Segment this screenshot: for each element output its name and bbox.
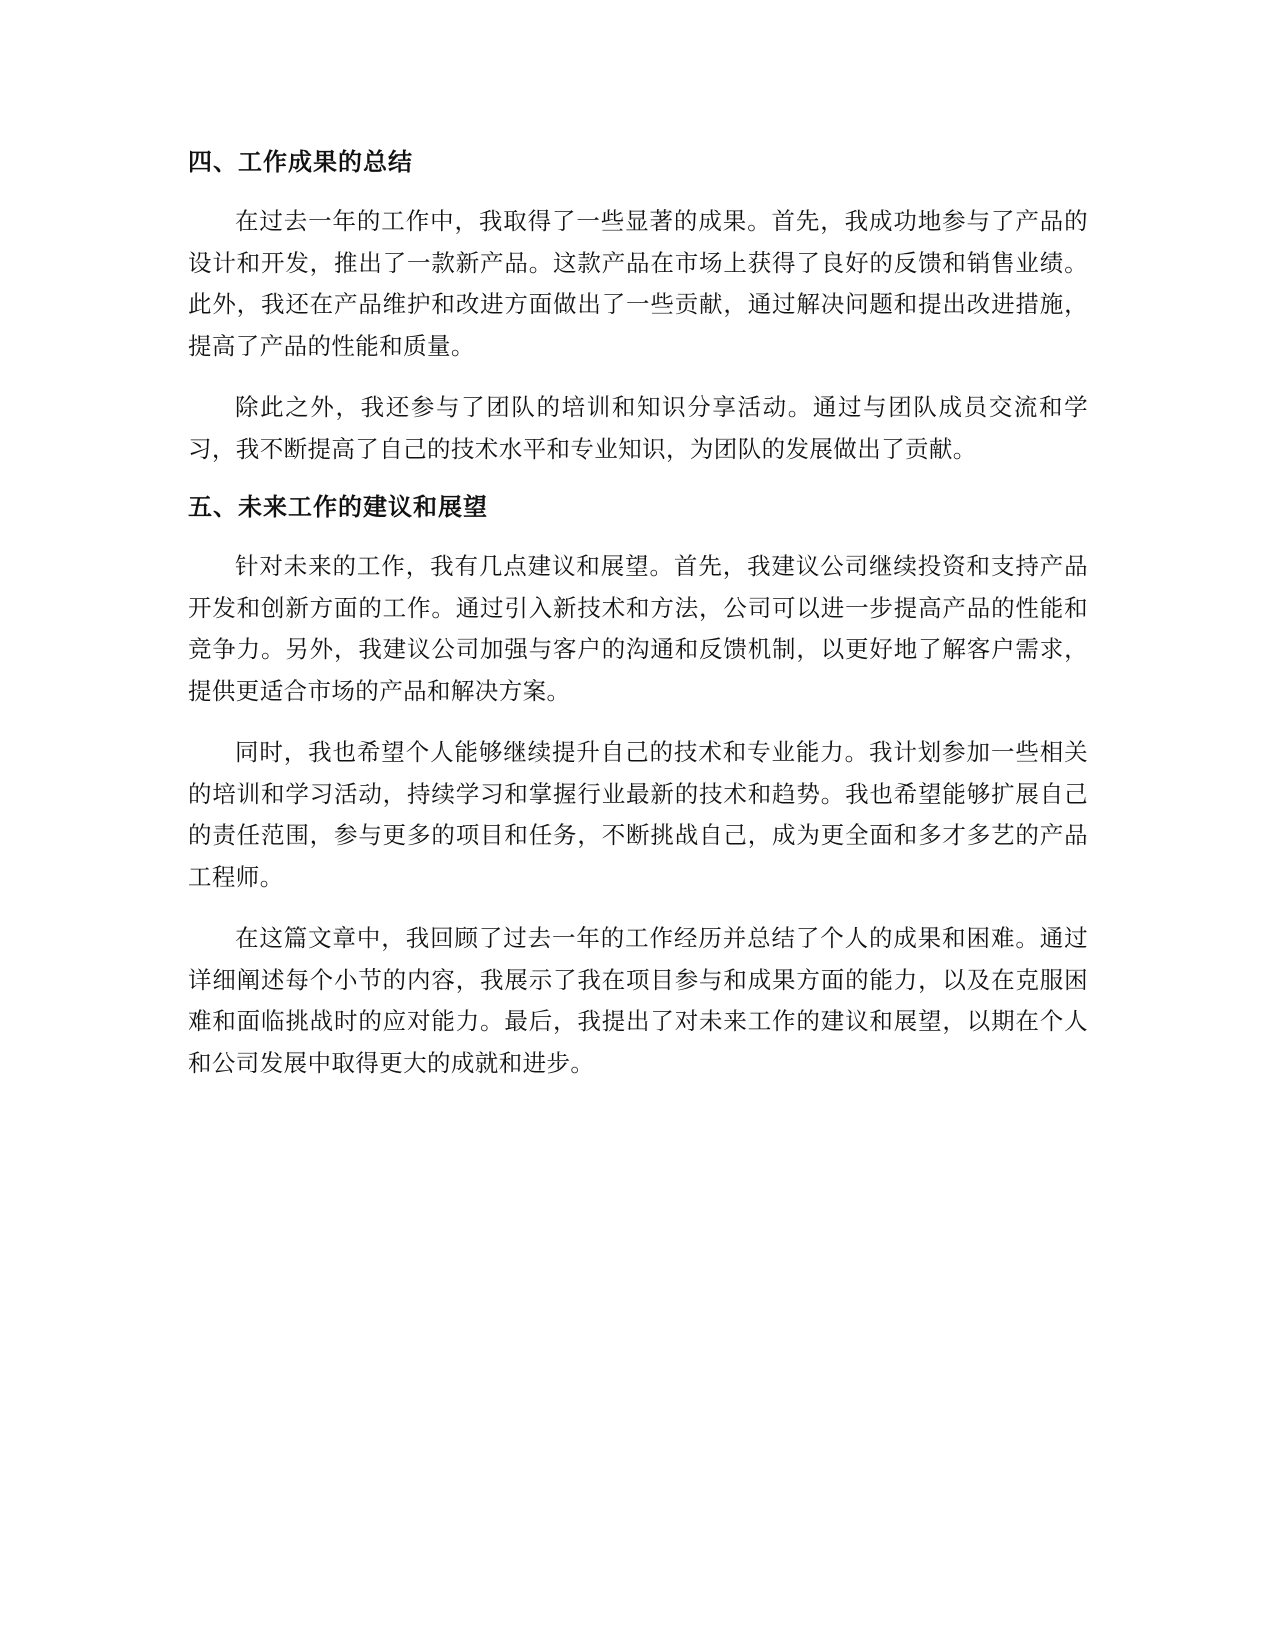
paragraph-achievements-1: 在过去一年的工作中，我取得了一些显著的成果。首先，我成功地参与了产品的设计和开发，推出了一款新产品。这款产品在市场上获得了良好的反馈和销售业绩。此外，我还在产品维护和改进方面做出了一些贡献，通过解决问题和提出改进措施，提高了产品的性能和质量。 (188, 207, 1088, 360)
paragraph-future-3: 在这篇文章中，我回顾了过去一年的工作经历并总结了个人的成果和困难。通过详细阐述每个小节的内容，我展示了我在项目参与和成果方面的能力，以及在克服困难和面临挑战时的应对能力。最后，我提出了对未来工作的建议和展望，以期在个人和公司发展中取得更大的成就和进步。 (188, 924, 1088, 1077)
paragraph-achievements-2: 除此之外，我还参与了团队的培训和知识分享活动。通过与团队成员交流和学习，我不断提高了自己的技术水平和专业知识，为团队的发展做出了贡献。 (188, 393, 1088, 463)
document-page (188, 145, 1088, 1104)
paragraph-future-1: 针对未来的工作，我有几点建议和展望。首先，我建议公司继续投资和支持产品开发和创新方面的工作。通过引入新技术和方法，公司可以进一步提高产品的性能和竞争力。另外，我建议公司加强与客户的沟通和反馈机制，以更好地了解客户需求，提供更适合市场的产品和解决方案。 (188, 552, 1088, 705)
paragraph-future-2: 同时，我也希望个人能够继续提升自己的技术和专业能力。我计划参加一些相关的培训和学习活动，持续学习和掌握行业最新的技术和趋势。我也希望能够扩展自己的责任范围，参与更多的项目和任务，不断挑战自己，成为更全面和多才多艺的产品工程师。 (188, 738, 1088, 891)
section-heading-achievements: 四、工作成果的总结 (188, 148, 413, 176)
section-heading-future: 五、未来工作的建议和展望 (188, 493, 488, 521)
